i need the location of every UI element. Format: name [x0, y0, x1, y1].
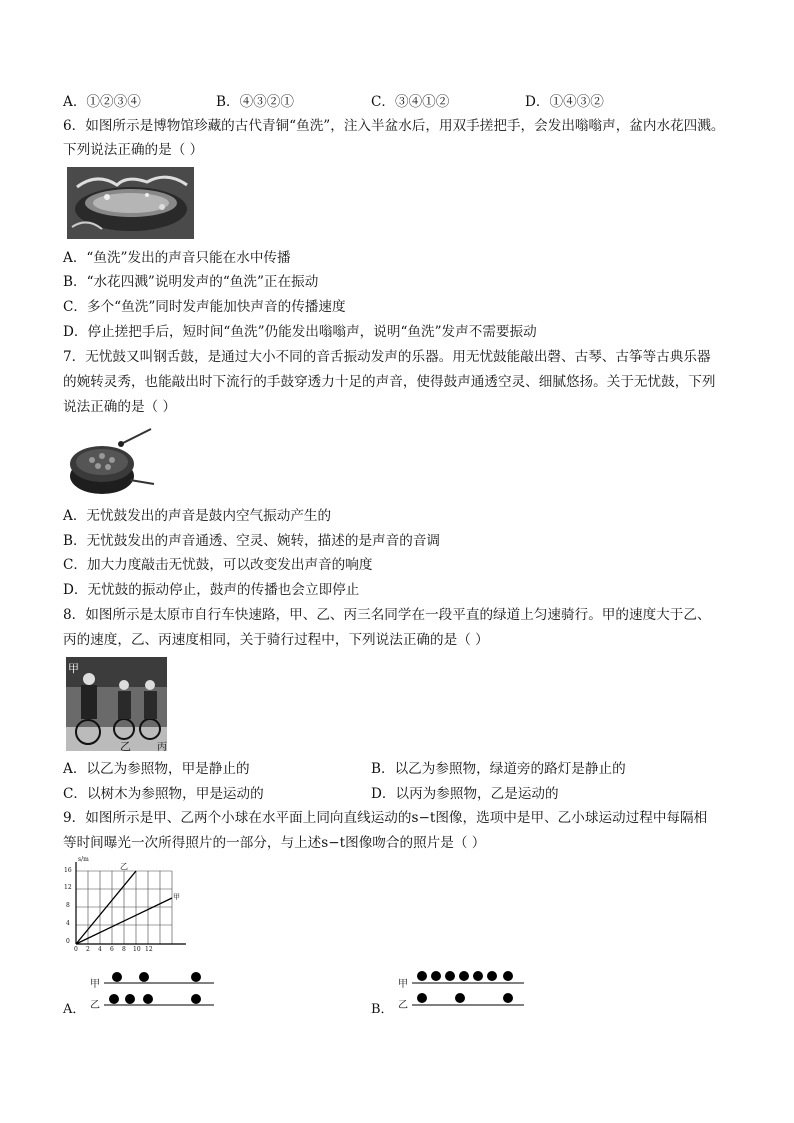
q8-option-a: A．以乙为参照物，甲是静止的 [63, 761, 250, 777]
tongue-drum-photo [66, 424, 156, 499]
x-tick-2: 2 [86, 946, 90, 953]
q8-option-d: D．以丙为参照物，乙是运动的 [371, 786, 559, 802]
q9-option-a-row2-label: 乙 [90, 1000, 100, 1011]
q9-option-a-letter: A． [63, 1002, 86, 1017]
line-label-yi: 乙 [120, 862, 128, 871]
y-tick-8: 8 [66, 902, 70, 909]
q9-option-a-row1-label: 甲 [90, 979, 100, 990]
q7-option-c: C．加大力度敲击无忧鼓，可以改变发出声音的响度 [63, 557, 373, 573]
photo-label-bing: 丙 [157, 742, 167, 753]
q7-stem-line-3: 说法正确的是（ ） [63, 399, 177, 415]
q9-option-b-photo [412, 968, 527, 1008]
y-tick-0: 0 [66, 938, 70, 945]
q6-option-c: C．多个“鱼洗”同时发声能加快声音的传播速度 [63, 299, 346, 315]
q8-option-b: B．以乙为参照物，绿道旁的路灯是静止的 [371, 761, 626, 777]
q7-stem-line-1: 7．无忧鼓又叫钢舌鼓，是通过大小不同的音舌振动发声的乐器。用无忧鼓能敲出磬、古琴、古筝等古典乐器 [63, 349, 711, 365]
q7-stem-line-2: 的婉转灵秀，也能敲出时下流行的手鼓穿透力十足的声音，使得鼓声通透空灵、细腻悠扬。关于无忧鼓，下列 [63, 374, 716, 390]
q7-option-d: D．无忧鼓的振动停止，鼓声的传播也会立即停止 [63, 582, 360, 598]
q6-stem-line-2: 下列说法正确的是（ ） [63, 142, 204, 158]
s-t-graph [64, 856, 194, 956]
cyclists-photo [66, 657, 167, 751]
line-label-jia: 甲 [173, 893, 180, 901]
x-tick-12: 12 [145, 946, 153, 953]
q6-option-b: B．“水花四溅”说明发声的“鱼洗”正在振动 [63, 274, 319, 290]
q5-option-d: D．①④③② [525, 94, 604, 110]
q8-stem-line-2: 丙的速度，乙、丙速度相同，关于骑行过程中，下列说法正确的是（ ） [63, 632, 489, 648]
q9-option-b-letter: B． [371, 1002, 394, 1017]
q6-option-d: D．停止搓把手后，短时间“鱼洗”仍能发出嗡嗡声，说明“鱼洗”发声不需要振动 [63, 324, 537, 340]
photo-label-jia: 甲 [68, 662, 79, 675]
x-tick-0: 0 [74, 946, 78, 953]
photo-label-yi: 乙 [120, 740, 131, 753]
y-tick-16: 16 [64, 867, 72, 874]
q6-option-a: A．“鱼洗”发出的声音只能在水中传播 [63, 250, 291, 266]
q9-option-b-row1-label: 甲 [398, 979, 408, 990]
y-tick-4: 4 [66, 920, 70, 927]
x-tick-4: 4 [98, 946, 102, 953]
q5-option-c: C．③④①② [371, 94, 450, 110]
q8-option-c: C．以树木为参照物，甲是运动的 [63, 786, 264, 802]
x-tick-10: 10 [133, 946, 141, 953]
q9-stem-line-1: 9．如图所示是甲、乙两个小球在水平面上同向直线运动的s−t图像，选项中是甲、乙小球运动过程中每隔相 [63, 810, 708, 826]
q7-option-b: B．无忧鼓发出的声音通透、空灵、婉转，描述的是声音的音调 [63, 533, 441, 549]
q5-option-a: A．①②③④ [63, 94, 141, 110]
q9-option-a-photo [104, 968, 216, 1008]
y-tick-12: 12 [64, 884, 72, 891]
x-tick-6: 6 [110, 946, 114, 953]
q6-stem-line-1: 6．如图所示是博物馆珍藏的古代青铜“鱼洗”，注入半盆水后，用双手搓把手，会发出嗡嗡声，盆内水花四溅。 [63, 118, 725, 134]
q5-option-b: B．④③②① [216, 94, 294, 110]
x-tick-8: 8 [122, 946, 126, 953]
q9-stem-line-2: 等时间曝光一次所得照片的一部分，与上述s−t图像吻合的照片是（ ） [63, 835, 486, 851]
q8-stem-line-1: 8．如图所示是太原市自行车快速路，甲、乙、丙三名同学在一段平直的绿道上匀速骑行。甲的速度大于乙、 [63, 607, 711, 623]
y-axis-label: s/m [78, 856, 89, 863]
fish-basin-photo [67, 167, 194, 239]
q9-option-b-row2-label: 乙 [398, 1000, 408, 1011]
q7-option-a: A．无忧鼓发出的声音是鼓内空气振动产生的 [63, 508, 332, 524]
